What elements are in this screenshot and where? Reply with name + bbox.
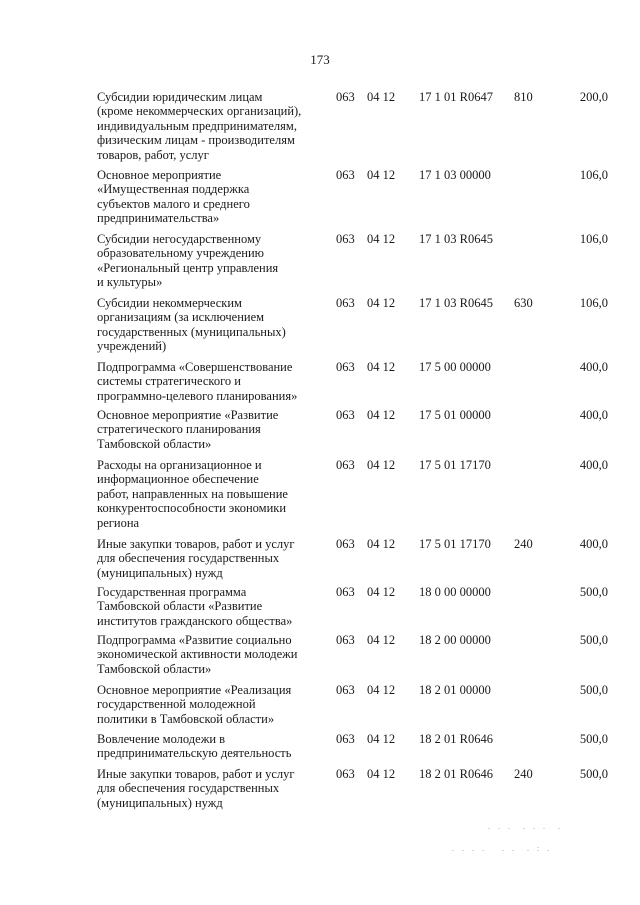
row-description	[97, 537, 323, 580]
row-description	[97, 168, 323, 226]
description-line: информационное обеспечение	[97, 472, 259, 487]
description-line: региона	[97, 515, 140, 530]
section-code: 04 12	[367, 232, 396, 246]
target-article-code: 17 5 01 17170	[419, 537, 491, 551]
description-line: Иные закупки товаров, работ и услуг	[97, 537, 295, 551]
description-line: Тамбовской области «Развитие	[97, 599, 263, 614]
section-code: 04 12	[367, 168, 396, 182]
description-line: субъектов малого и среднего	[97, 196, 250, 211]
amount-value: 106,0	[579, 296, 608, 310]
description-line: (кроме некоммерческих организаций),	[97, 104, 302, 119]
description-line: Субсидии некоммерческим	[97, 296, 242, 310]
description-line: образовательному учреждению	[97, 246, 265, 261]
target-article-code: 17 5 01 00000	[419, 408, 491, 422]
description-line: (муниципальных) нужд	[97, 795, 223, 810]
amount-value: 500,0	[579, 767, 608, 781]
description-line: Основное мероприятие «Развитие	[97, 408, 279, 422]
description-line: политики в Тамбовской области»	[97, 711, 275, 726]
expense-type-code: 240	[514, 767, 533, 781]
ministry-code: 063	[336, 537, 355, 551]
description-line: Тамбовской области»	[97, 436, 212, 451]
description-line: экономической активности молодежи	[97, 647, 298, 662]
row-description	[97, 296, 323, 354]
description-line: Основное мероприятие «Реализация	[97, 683, 292, 697]
section-code: 04 12	[367, 633, 396, 647]
description-line: институтов гражданского общества»	[97, 613, 293, 628]
section-code: 04 12	[367, 767, 396, 781]
description-line: государственных (муниципальных)	[97, 324, 286, 339]
expense-type-code: 810	[514, 90, 533, 104]
description-line: Тамбовской области»	[97, 661, 212, 676]
section-code: 04 12	[367, 683, 396, 697]
section-code: 04 12	[367, 458, 396, 472]
row-description	[97, 633, 323, 676]
target-article-code: 18 2 01 R0646	[419, 767, 493, 781]
ministry-code: 063	[336, 767, 355, 781]
ministry-code: 063	[336, 408, 355, 422]
description-line: программно-целевого планирования»	[97, 388, 298, 403]
ministry-code: 063	[336, 296, 355, 310]
ministry-code: 063	[336, 683, 355, 697]
target-article-code: 17 1 03 R0645	[419, 296, 493, 310]
ministry-code: 063	[336, 585, 355, 599]
ministry-code: 063	[336, 732, 355, 746]
ministry-code: 063	[336, 168, 355, 182]
description-line: «Региональный центр управления	[97, 260, 279, 275]
ministry-code: 063	[336, 232, 355, 246]
target-article-code: 17 5 01 17170	[419, 458, 491, 472]
target-article-code: 18 2 00 00000	[419, 633, 491, 647]
target-article-code: 18 0 00 00000	[419, 585, 491, 599]
description-line: системы стратегического и	[97, 374, 241, 389]
row-description	[97, 408, 323, 451]
description-line: учреждений)	[97, 339, 167, 354]
description-line: конкурентоспособности экономики	[97, 501, 287, 516]
ministry-code: 063	[336, 360, 355, 374]
description-line: Подпрограмма «Развитие социально	[97, 633, 292, 647]
description-line: государственной молодежной	[97, 697, 256, 712]
row-description	[97, 458, 323, 530]
description-line: товаров, работ, услуг	[97, 147, 209, 162]
target-article-code: 18 2 01 00000	[419, 683, 491, 697]
target-article-code: 17 1 03 00000	[419, 168, 491, 182]
description-line: Вовлечение молодежи в	[97, 732, 226, 746]
expense-type-code: 630	[514, 296, 533, 310]
row-description	[97, 232, 323, 290]
description-line: Подпрограмма «Совершенствование	[97, 360, 293, 374]
description-line: работ, направленных на повышение	[97, 486, 288, 501]
ministry-code: 063	[336, 458, 355, 472]
scan-noise: . . . . . . . : .	[452, 844, 553, 853]
description-line: физическим лицам - производителям	[97, 133, 295, 148]
description-line: для обеспечения государственных	[97, 551, 280, 566]
description-line: Расходы на организационное и	[97, 458, 262, 472]
description-line: Субсидии юридическим лицам	[97, 90, 263, 104]
section-code: 04 12	[367, 90, 396, 104]
scan-noise: . . . . . . .	[488, 822, 563, 831]
expense-type-code: 240	[514, 537, 533, 551]
target-article-code: 17 1 03 R0645	[419, 232, 493, 246]
description-line: Государственная программа	[97, 585, 247, 599]
amount-value: 200,0	[579, 90, 608, 104]
row-description	[97, 767, 323, 810]
target-article-code: 17 5 00 00000	[419, 360, 491, 374]
target-article-code: 17 1 01 R0647	[419, 90, 493, 104]
amount-value: 500,0	[579, 585, 608, 599]
description-line: (муниципальных) нужд	[97, 565, 223, 580]
row-description	[97, 683, 323, 726]
section-code: 04 12	[367, 537, 396, 551]
amount-value: 106,0	[579, 232, 608, 246]
description-line: и культуры»	[97, 275, 163, 290]
section-code: 04 12	[367, 732, 396, 746]
description-line: Основное мероприятие	[97, 168, 222, 182]
amount-value: 500,0	[579, 683, 608, 697]
amount-value: 106,0	[579, 168, 608, 182]
row-description	[97, 90, 323, 162]
row-description	[97, 360, 323, 403]
ministry-code: 063	[336, 90, 355, 104]
description-line: Субсидии негосударственному	[97, 232, 262, 246]
amount-value: 400,0	[579, 408, 608, 422]
ministry-code: 063	[336, 633, 355, 647]
section-code: 04 12	[367, 408, 396, 422]
description-line: Иные закупки товаров, работ и услуг	[97, 767, 295, 781]
row-description	[97, 585, 323, 628]
target-article-code: 18 2 01 R0646	[419, 732, 493, 746]
amount-value: 500,0	[579, 732, 608, 746]
page-number: 173	[310, 52, 330, 67]
amount-value: 400,0	[579, 360, 608, 374]
amount-value: 400,0	[579, 537, 608, 551]
section-code: 04 12	[367, 585, 396, 599]
section-code: 04 12	[367, 296, 396, 310]
description-line: «Имущественная поддержка	[97, 182, 250, 197]
section-code: 04 12	[367, 360, 396, 374]
row-description	[97, 732, 323, 761]
description-line: предпринимательства»	[97, 211, 220, 226]
amount-value: 400,0	[579, 458, 608, 472]
description-line: индивидуальным предпринимателям,	[97, 118, 297, 133]
description-line: стратегического планирования	[97, 422, 261, 437]
amount-value: 500,0	[579, 633, 608, 647]
description-line: предпринимательскую деятельность	[97, 746, 292, 761]
description-line: организациям (за исключением	[97, 310, 265, 325]
description-line: для обеспечения государственных	[97, 781, 280, 796]
